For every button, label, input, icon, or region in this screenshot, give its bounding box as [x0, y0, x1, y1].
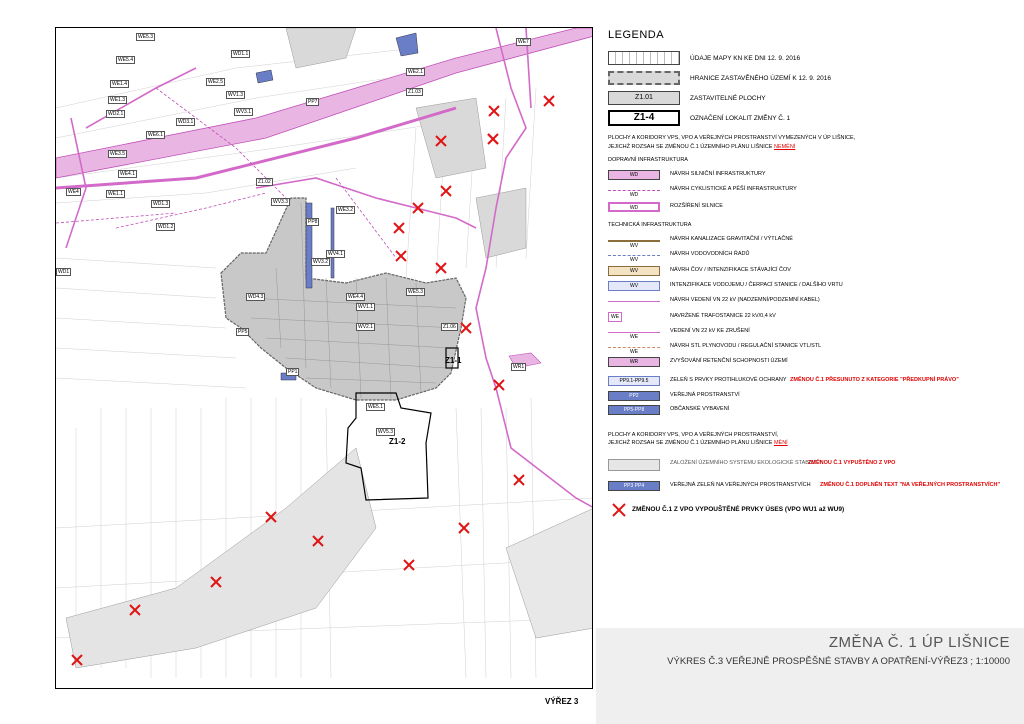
map-label: WE6.1: [148, 132, 164, 138]
tech-text: NÁVRH VODOVODNÍCH ŘADŮ: [670, 251, 750, 258]
map-label: WD3.1: [178, 119, 194, 125]
map-label: PP5: [238, 329, 248, 335]
map-label: WD1.2: [158, 224, 174, 230]
map-frame[interactable]: [55, 27, 593, 689]
tech-text: NÁVRH STL PLYNOVODU / REGULAČNÍ STANICE VTL/STL: [670, 343, 822, 350]
map-label: WD4.3: [248, 294, 264, 300]
uses-swatch: [608, 459, 660, 471]
cross-mark: [394, 223, 404, 233]
zone-z11-label: Z1-1: [445, 356, 462, 365]
map-label: WE1.3: [110, 97, 126, 103]
map-label: WE1.4: [112, 81, 128, 87]
legend-row-tech: [608, 327, 1018, 339]
legend-row-pp: [608, 405, 1018, 417]
map-label: WE5.1: [368, 404, 384, 410]
legend-row-uses: ZALOŽENÍ ÚZEMNÍHO SYSTÉMU EKOLOGICKÉ STABILITY ZMĚNOU Č.1 VYPUŠTĚNO Z VPO: [608, 459, 1018, 471]
map-label: PP7: [308, 99, 318, 105]
pp-text: VEŘEJNÁ PROSTRANSTVÍ: [670, 391, 740, 398]
map-label: WE2.1: [408, 69, 424, 75]
cross-mark: [514, 475, 524, 485]
pp-swatch: PP5-PP8: [608, 405, 660, 415]
map-label: WV5.3: [378, 429, 394, 435]
legend-row-tech: [608, 281, 1018, 293]
section2-red: MĚNÍ: [773, 440, 788, 446]
section2-line1: PLOCHY A KORIDORY VPS, VPO A VEŘEJNÝCH PROSTRANSTVÍ,: [608, 432, 779, 438]
tech-swatch: WV: [608, 281, 660, 291]
map-label: WE3.5: [110, 151, 126, 157]
tech-swatch: WE: [608, 347, 660, 353]
map-canvas: [56, 28, 593, 689]
map-label: WE3.2: [338, 207, 354, 213]
legend: [600, 27, 1020, 627]
map-label: WE1.1: [108, 191, 124, 197]
pp-swatch: PP2: [608, 391, 660, 401]
tech-text: NÁVRH VEDENÍ VN 22 kV (NADZEMNÍ/PODZEMNÍ KABEL): [670, 297, 820, 304]
legend-row-d2: WD NÁVRH CYKLISTICKÉ A PĚŠÍ INFRASTRUKTURY: [608, 185, 1018, 197]
vyrez-label: VÝŘEZ 3: [545, 697, 579, 706]
section1-red: NEMĚNÍ: [773, 144, 796, 150]
title-main: ZMĚNA Č. 1 ÚP LIŠNICE: [828, 634, 1010, 651]
tech-text: NAVRŽENÉ TRAFOSTANICE 22 kV/0,4 kV: [670, 312, 776, 319]
zastavitelne-swatch: Z1.01: [608, 91, 680, 105]
legend-row-tech: [608, 312, 1018, 324]
legend-title: LEGENDA: [608, 29, 665, 41]
tech-swatch: WE: [608, 312, 622, 322]
map-label: WV3.1: [236, 109, 252, 115]
legend-row-kn: ÚDAJE MAPY KN KE DNI 12. 9. 2016: [608, 51, 1018, 63]
tech-swatch: [608, 301, 660, 307]
map-label: WD1: [58, 269, 70, 275]
legend-row-verejna-zelen: PP3 PP4 VEŘEJNÁ ZELEŇ NA VEŘEJNÝCH PROSTRANSTVÍCH ZMĚNOU Č.1 DOPLNĚN TEXT "NA VEŘEJNÝCH PROSTRANSTVÍCH": [608, 481, 1018, 493]
map-label: WE5.4: [118, 57, 134, 63]
tech-text: ZVYŠOVÁNÍ RETENČNÍ SCHOPNOSTI ÚZEMÍ: [670, 358, 788, 365]
cross-mark: [436, 263, 446, 273]
title-block: [596, 628, 1024, 724]
legend-row-tech: [608, 296, 1018, 308]
map-label: WE2.5: [208, 79, 224, 85]
map-label: PP1: [288, 369, 298, 375]
tech-swatch: WE: [608, 332, 660, 338]
title-sub: VÝKRES Č.3 VEŘEJNĚ PROSPĚŠNÉ STAVBY A OPATŘENÍ-VÝŘEZ3 ; 1:10000: [667, 656, 1010, 667]
tech-swatch: WV: [608, 266, 660, 276]
map-label: WR1: [513, 364, 525, 370]
legend-row-cross: ZMĚNOU Č.1 Z VPO VYPOUŠTĚNÉ PRVKY ÚSES (VPO WU1 až WU9): [608, 503, 1018, 517]
map-label: WE4.4: [348, 294, 364, 300]
map-label: PP8: [308, 219, 318, 225]
dopravni-title: DOPRAVNÍ INFRASTRUKTURA: [608, 157, 688, 163]
legend-row-zastavitelne: Z1.01 ZASTAVITELNÉ PLOCHY: [608, 91, 1018, 103]
map-label: WV3.3: [273, 199, 289, 205]
cross-mark: [489, 106, 499, 116]
section1-line2: JEJICHŽ ROZSAH SE ZMĚNOU Č.1 ÚZEMNÍHO PLÁNU LIŠNICE NEMĚNÍ: [608, 144, 796, 150]
legend-row-pp: [608, 376, 1018, 388]
legend-row-d3: WD ROZŠÍŘENÍ SILNICE: [608, 202, 1018, 214]
legend-row-d1: WD NÁVRH SILNIČNÍ INFRASTRUKTURY: [608, 170, 1018, 182]
legend-row-tech: [608, 235, 1018, 247]
lokality-swatch: Z1-4: [608, 110, 680, 126]
map-label: Z1.06: [443, 324, 456, 330]
map-label: WV3.2: [313, 259, 329, 265]
kn-swatch: [608, 51, 680, 65]
legend-row-tech: [608, 342, 1018, 354]
zone-z12-label: Z1-2: [389, 437, 406, 446]
technicka-title: TECHNICKÁ INFRASTRUKTURA: [608, 222, 692, 228]
pp-text: OBČANSKÉ VYBAVENÍ: [670, 406, 730, 412]
map-label: Z1.02: [258, 179, 271, 185]
pp-swatch: PP9.1-PP9.5: [608, 376, 660, 386]
legend-row-pp: [608, 391, 1018, 403]
cross-mark: [461, 323, 471, 333]
section2-line2: JEJICHŽ ROZSAH SE ZMĚNOU Č.1 ÚZEMNÍHO PLÁNU LIŠNICE MĚNÍ: [608, 440, 788, 446]
pp-red-note: ZMĚNOU Č.1 PŘESUNUTO Z KATEGORIE "PŘEDKUPNÍ PRÁVO": [790, 377, 959, 383]
section1-line1: PLOCHY A KORIDORY VPS, VPO A VEŘEJNÝCH PROSTRANSTVÍ VYMEZENÝCH V ÚP LIŠNICE,: [608, 135, 856, 141]
map-label: WE4: [68, 189, 79, 195]
map-label: WD1.3: [153, 201, 169, 207]
map-label: WV2.1: [358, 324, 374, 330]
map-label: Z1.03: [408, 89, 421, 95]
map-label: WD2.1: [108, 111, 124, 117]
legend-row-tech: [608, 250, 1018, 262]
tech-text: INTENZIFIKACE VODOJEMU / ČERPACÍ STANICE / DALŠÍHO VRTU: [670, 281, 843, 288]
map-label: WE7: [518, 39, 529, 45]
tech-text: NÁVRH ČOV / INTENZIFIKACE STÁVAJÍCÍ ČOV: [670, 266, 791, 273]
map-label: WE5.3: [138, 34, 154, 40]
map-label: WE5.3: [408, 289, 424, 295]
cross-mark: [544, 96, 554, 106]
tech-text: NÁVRH KANALIZACE GRAVITAČNÍ / VÝTLAČNÉ: [670, 236, 793, 242]
legend-row-tech: [608, 357, 1018, 369]
map-label: WV1.3: [228, 92, 244, 98]
map-label: WE4.1: [120, 171, 136, 177]
map-label: WD1.1: [233, 51, 249, 57]
map-label: WV4.1: [328, 251, 344, 257]
tech-text: VEDENÍ VN 22 kV KE ZRUŠENÍ: [670, 327, 750, 334]
hranice-swatch: [608, 71, 680, 85]
map-label: WV1.1: [358, 304, 374, 310]
tech-swatch: WV: [608, 255, 660, 261]
tech-swatch: WV: [608, 240, 660, 246]
legend-row-hranice: HRANICE ZASTAVĚNÉHO ÚZEMÍ K 12. 9. 2016: [608, 71, 1018, 83]
cross-icon: [612, 503, 626, 517]
legend-row-lokality: Z1-4 OZNAČENÍ LOKALIT ZMĚNY Č. 1: [608, 110, 1018, 122]
cross-mark: [396, 251, 406, 261]
pp-text: ZELEŇ S PRVKY PROTIHLUKOVÉ OCHRANY: [670, 377, 787, 383]
cross-mark: [441, 186, 451, 196]
tech-swatch: WR: [608, 357, 660, 367]
legend-row-tech: [608, 266, 1018, 278]
